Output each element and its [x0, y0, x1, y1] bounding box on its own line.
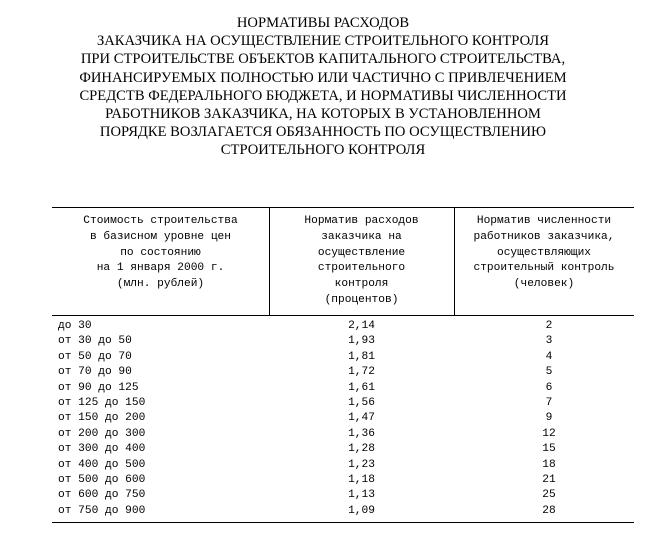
- staff-value: 4: [545, 350, 553, 363]
- table-bottom-rule: [52, 522, 634, 523]
- table-row: [52, 488, 634, 503]
- header-separator-rule: [52, 315, 634, 316]
- staff-value: 6: [545, 381, 553, 394]
- table-top-rule: [52, 207, 634, 208]
- rate-value: 1,23: [348, 458, 375, 471]
- staff-value: 18: [542, 458, 556, 471]
- rate-value: 2,14: [348, 320, 375, 332]
- table-row: [52, 504, 634, 519]
- title-line: СРЕДСТВ ФЕДЕРАЛЬНОГО БЮДЖЕТА, И НОРМАТИВЫ ЧИСЛЕННОСТИ: [79, 87, 567, 104]
- header-line: (процентов): [324, 293, 399, 306]
- title-line: РАБОТНИКОВ ЗАКАЗЧИКА, НА КОТОРЫХ В УСТАНОВЛЕННОМ: [105, 106, 541, 123]
- table-row: [52, 458, 634, 473]
- header-line: работников заказчика,: [473, 230, 615, 243]
- title-line: ФИНАНСИРУЕМЫХ ПОЛНОСТЬЮ ИЛИ ЧАСТИЧНО С ПРИВЛЕЧЕНИЕМ: [79, 69, 567, 86]
- header-rate: [269, 214, 454, 309]
- title-line: ЗАКАЗЧИКА НА ОСУЩЕСТВЛЕНИЕ СТРОИТЕЛЬНОГО КОНТРОЛЯ: [96, 33, 550, 50]
- title-line: ПРИ СТРОИТЕЛЬСТВЕ ОБЪЕКТОВ КАПИТАЛЬНОГО СТРОИТЕЛЬСТВА,: [80, 51, 566, 68]
- rate-value: 1,61: [348, 381, 375, 394]
- staff-value: 28: [542, 504, 556, 517]
- rate-value: 1,28: [348, 443, 375, 456]
- rate-value: 1,81: [348, 350, 375, 363]
- staff-value: 7: [545, 396, 553, 409]
- header-line: Норматив расходов: [304, 215, 419, 227]
- table-row: [52, 334, 634, 349]
- cost-range: от 400 до 500: [58, 458, 146, 471]
- title-line: СТРОИТЕЛЬНОГО КОНТРОЛЯ: [220, 142, 426, 159]
- header-line: Норматив численности: [476, 215, 612, 227]
- cost-range: от 30 до 50: [58, 335, 132, 348]
- table-row: [52, 365, 634, 380]
- table-row: [52, 411, 634, 426]
- rate-value: 1,09: [348, 504, 375, 517]
- rate-value: 1,36: [348, 427, 375, 440]
- cost-range: от 750 до 900: [58, 504, 146, 517]
- staff-value: 9: [545, 412, 553, 425]
- header-staff: [454, 214, 634, 293]
- table-row: [52, 319, 634, 334]
- table-row: [52, 381, 634, 396]
- cost-range: до 30: [58, 320, 92, 332]
- rate-value: 1,47: [348, 412, 375, 425]
- table-row: [52, 473, 634, 488]
- header-line: строительный контроль: [473, 262, 615, 275]
- rate-value: 1,72: [348, 366, 375, 379]
- cost-range: от 300 до 400: [58, 443, 146, 456]
- cost-range: от 90 до 125: [58, 381, 139, 394]
- cost-range: от 600 до 750: [58, 489, 146, 502]
- table-row: [52, 427, 634, 442]
- header-line: (человек): [513, 278, 575, 291]
- header-line: на 1 января 2000 г.: [96, 262, 225, 275]
- cost-range: от 150 до 200: [58, 412, 146, 425]
- staff-value: 3: [545, 335, 553, 348]
- rate-value: 1,93: [348, 335, 375, 348]
- table-row: [52, 442, 634, 457]
- header-line: по состоянию: [120, 246, 201, 259]
- title-line: ПОРЯДКЕ ВОЗЛАГАЕТСЯ ОБЯЗАННОСТЬ ПО ОСУЩЕСТВЛЕНИЮ: [99, 124, 547, 141]
- header-line: (млн. рублей): [116, 278, 205, 291]
- header-line: в базисном уровне цен: [90, 230, 231, 243]
- header-line: контроля: [334, 278, 389, 291]
- table-row: [52, 396, 634, 411]
- rate-value: 1,13: [348, 489, 375, 502]
- staff-value: 21: [542, 473, 556, 486]
- header-line: осуществляющих: [497, 246, 591, 259]
- header-line: Стоимость строительства: [83, 215, 238, 227]
- document-title: [0, 14, 646, 160]
- staff-value: 15: [542, 443, 556, 456]
- header-cost: [52, 214, 269, 293]
- cost-range: от 200 до 300: [58, 427, 146, 440]
- cost-range: от 50 до 70: [58, 350, 132, 363]
- header-line: заказчика на: [321, 230, 402, 243]
- header-line: строительного: [317, 262, 406, 275]
- header-line: осуществление: [317, 246, 406, 259]
- title-line: НОРМАТИВЫ РАСХОДОВ: [236, 15, 410, 31]
- staff-value: 12: [542, 427, 556, 440]
- rate-value: 1,56: [348, 396, 375, 409]
- table-body: [52, 319, 634, 519]
- cost-range: от 500 до 600: [58, 473, 146, 486]
- rate-value: 1,18: [348, 473, 375, 486]
- staff-value: 25: [542, 489, 556, 502]
- staff-value: 2: [545, 320, 553, 332]
- table-row: [52, 350, 634, 365]
- cost-range: от 125 до 150: [58, 396, 146, 409]
- norms-table: [52, 207, 634, 523]
- cost-range: от 70 до 90: [58, 366, 132, 379]
- staff-value: 5: [545, 366, 553, 379]
